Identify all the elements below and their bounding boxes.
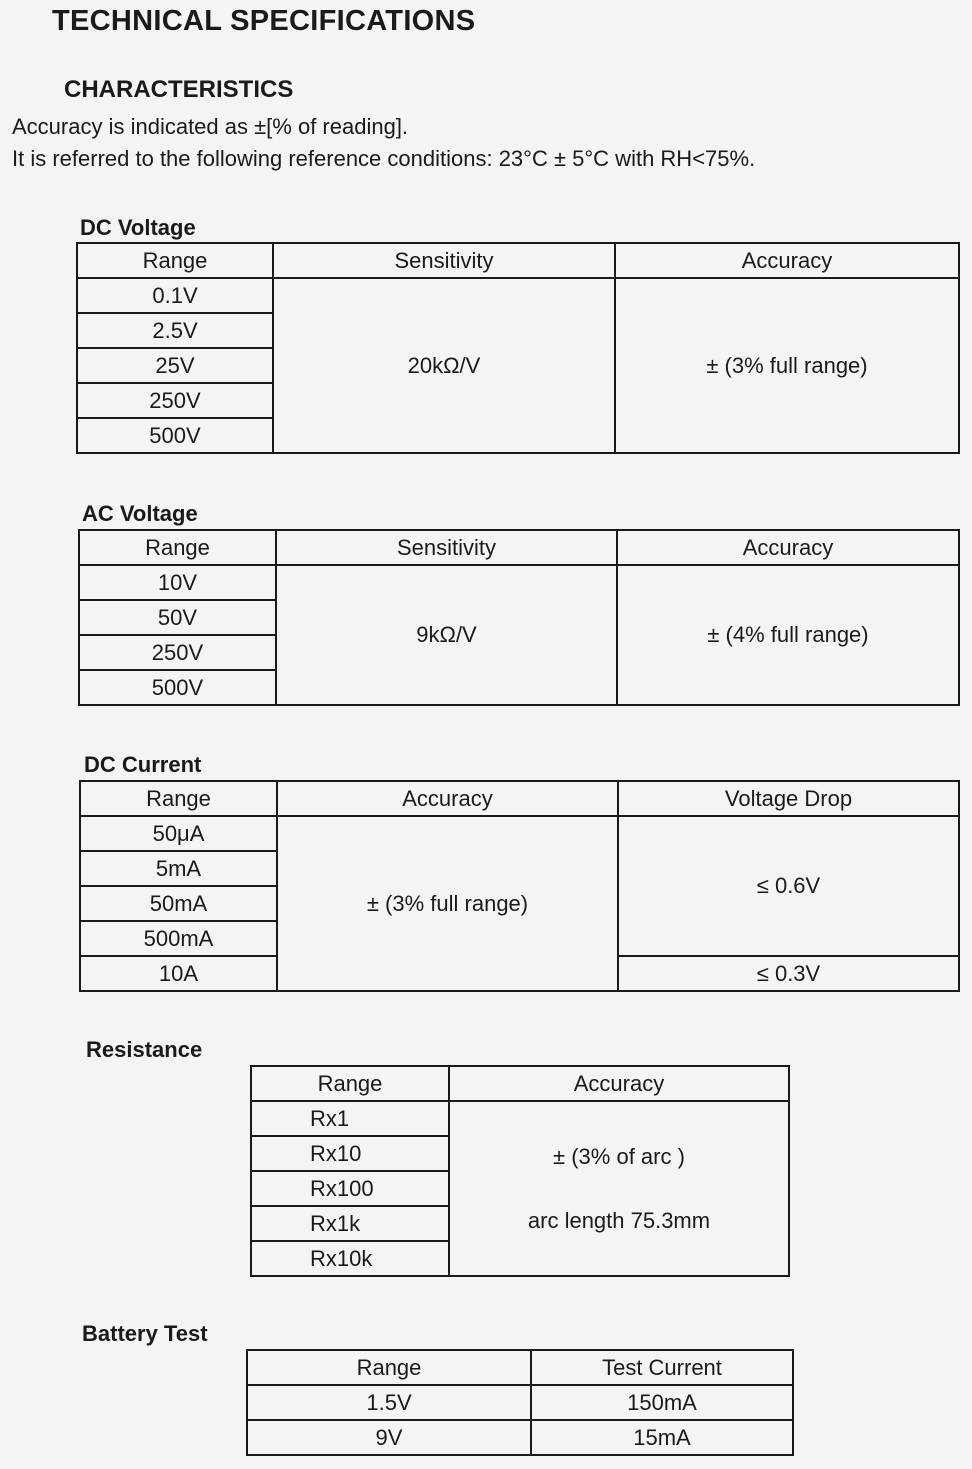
dc-voltage-label: DC Voltage (80, 215, 196, 240)
header-voltage-drop: Voltage Drop (618, 781, 959, 816)
ac-voltage-label: AC Voltage (82, 501, 198, 526)
table-row (247, 1385, 793, 1420)
table-row (247, 1420, 793, 1455)
range-cell: Rx100 (251, 1171, 449, 1206)
header-sensitivity: Sensitivity (276, 530, 617, 565)
header-range: Range (80, 781, 277, 816)
header-accuracy: Accuracy (615, 243, 959, 278)
accuracy-cell: ± (3% full range) (615, 278, 959, 453)
range-cell: 500V (77, 418, 273, 453)
arc-length-text: arc length 75.3mm (527, 1207, 711, 1233)
ac-voltage-table (78, 529, 960, 706)
range-cell: Rx10 (251, 1136, 449, 1171)
range-cell: 10A (80, 956, 277, 991)
header-range: Range (247, 1350, 531, 1385)
header-accuracy: Accuracy (277, 781, 618, 816)
voltage-drop-cell-10a: ≤ 0.3V (618, 956, 959, 991)
range-cell: Rx1k (251, 1206, 449, 1241)
range-cell: 2.5V (77, 313, 273, 348)
table-row (80, 816, 959, 851)
header-test-current: Test Current (531, 1350, 793, 1385)
header-range: Range (79, 530, 276, 565)
range-cell: Rx10k (251, 1241, 449, 1276)
header-sensitivity: Sensitivity (273, 243, 615, 278)
sensitivity-cell: 9kΩ/V (276, 565, 617, 705)
current-cell: 15mA (531, 1420, 793, 1455)
dc-current-label: DC Current (84, 752, 202, 777)
range-cell: 250V (79, 635, 276, 670)
table-header-row (79, 530, 959, 565)
table-header-row (247, 1350, 793, 1385)
dc-current-table (79, 780, 960, 992)
header-range: Range (77, 243, 273, 278)
accuracy-cell: ± (4% full range) (617, 565, 959, 705)
resistance-table (250, 1065, 790, 1277)
range-cell: 500mA (80, 921, 277, 956)
accuracy-cell: ± (3% full range) (277, 816, 618, 991)
header-range: Range (251, 1066, 449, 1101)
range-cell: 9V (247, 1420, 531, 1455)
reference-conditions-note: It is referred to the following reference conditions: 23°C ± 5°C with RH<75%. (12, 146, 756, 171)
range-cell: 10V (79, 565, 276, 600)
range-cell: 0.1V (77, 278, 273, 313)
table-header-row (251, 1066, 789, 1101)
current-cell: 150mA (531, 1385, 793, 1420)
dc-voltage-table (76, 242, 960, 454)
table-row (79, 565, 959, 600)
table-header-row (77, 243, 959, 278)
accuracy-note: Accuracy is indicated as ±[% of reading]. (12, 114, 409, 139)
resistance-label: Resistance (86, 1037, 203, 1062)
range-cell: 50mA (80, 886, 277, 921)
range-cell: 50μA (80, 816, 277, 851)
characteristics-heading: CHARACTERISTICS (64, 76, 294, 103)
page-title: TECHNICAL SPECIFICATIONS (52, 5, 476, 37)
range-cell: 5mA (80, 851, 277, 886)
battery-test-table (246, 1349, 794, 1456)
table-row (251, 1101, 789, 1136)
accuracy-cell (449, 1101, 789, 1276)
header-accuracy: Accuracy (617, 530, 959, 565)
range-cell: 1.5V (247, 1385, 531, 1420)
table-row (77, 278, 959, 313)
range-cell: 500V (79, 670, 276, 705)
range-cell: 25V (77, 348, 273, 383)
battery-test-label: Battery Test (82, 1321, 208, 1346)
accuracy-text: ± (3% of arc ) (553, 1143, 685, 1169)
voltage-drop-cell: ≤ 0.6V (618, 816, 959, 956)
header-accuracy: Accuracy (449, 1066, 789, 1101)
range-cell: Rx1 (251, 1101, 449, 1136)
table-header-row (80, 781, 959, 816)
range-cell: 250V (77, 383, 273, 418)
range-cell: 50V (79, 600, 276, 635)
sensitivity-cell: 20kΩ/V (273, 278, 615, 453)
